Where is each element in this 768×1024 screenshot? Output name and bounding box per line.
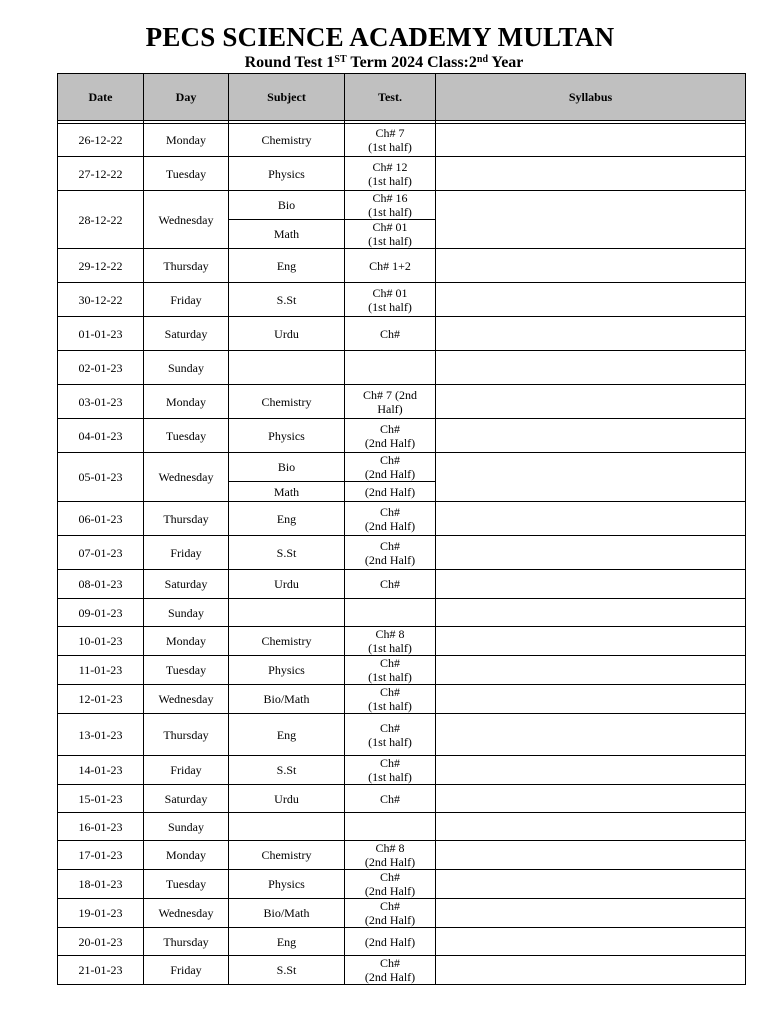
- test-line: Ch#: [379, 504, 400, 519]
- date-cell: 14-01-23: [58, 756, 144, 785]
- subject-cell: S.St: [229, 956, 345, 985]
- test-cell: [345, 502, 436, 536]
- date-cell: 13-01-23: [58, 714, 144, 756]
- syllabus-cell: [436, 124, 746, 157]
- subject-cell: Urdu: [229, 785, 345, 813]
- test-cell: [345, 419, 436, 453]
- test-line: Ch#: [379, 791, 400, 806]
- test-cell: [345, 317, 436, 351]
- test-line: Ch#: [379, 756, 400, 770]
- day-cell: Friday: [144, 956, 229, 985]
- table-row: [58, 249, 746, 283]
- test-cell: [345, 899, 436, 928]
- page-title: PECS SCIENCE ACADEMY MULTAN: [145, 22, 615, 52]
- column-header-syllabus: Syllabus: [436, 74, 746, 121]
- syllabus-cell: [436, 928, 746, 956]
- test-line: Ch#: [379, 720, 400, 735]
- date-cell: 06-01-23: [58, 502, 144, 536]
- date-cell: 04-01-23: [58, 419, 144, 453]
- subject-cell: S.St: [229, 283, 345, 317]
- date-cell: 28-12-22: [58, 191, 144, 249]
- table-row: [58, 157, 746, 191]
- test-line: (1st half): [368, 234, 412, 248]
- table-row: [58, 124, 746, 157]
- date-cell: 20-01-23: [58, 928, 144, 956]
- test-cell: [345, 570, 436, 599]
- subject-cell: S.St: [229, 536, 345, 570]
- test-cell: [345, 841, 436, 870]
- syllabus-cell: [436, 656, 746, 685]
- syllabus-cell: [436, 249, 746, 283]
- subject-cell: [229, 813, 345, 841]
- test-line: (2nd Half): [364, 467, 416, 481]
- syllabus-cell: [436, 785, 746, 813]
- column-header-subject: Subject: [229, 74, 345, 121]
- test-line: (1st half): [368, 140, 412, 154]
- table-row: [58, 502, 746, 536]
- date-cell: 27-12-22: [58, 157, 144, 191]
- table-row: [58, 785, 746, 813]
- table-row: [58, 536, 746, 570]
- date-cell: 10-01-23: [58, 627, 144, 656]
- day-cell: Thursday: [144, 502, 229, 536]
- syllabus-cell: [436, 813, 746, 841]
- test-cell: [345, 536, 436, 570]
- table-row: [58, 928, 746, 956]
- table-row: [58, 841, 746, 870]
- subject-cell: Physics: [229, 656, 345, 685]
- table-row: [58, 453, 746, 482]
- subject-cell: Eng: [229, 928, 345, 956]
- schedule-table: [57, 73, 746, 985]
- test-cell: [345, 157, 436, 191]
- test-line: Ch# 8: [375, 841, 405, 855]
- subject-cell: Chemistry: [229, 124, 345, 157]
- test-line: Ch# 1+2: [369, 258, 411, 273]
- date-cell: 08-01-23: [58, 570, 144, 599]
- page-subtitle: [0, 53, 768, 73]
- test-cell: [345, 124, 436, 157]
- syllabus-cell: [436, 191, 746, 249]
- date-cell: 01-01-23: [58, 317, 144, 351]
- table-row: [58, 627, 746, 656]
- table-row: [58, 599, 746, 627]
- subtitle-suffix: Year: [488, 54, 524, 71]
- table-row: [58, 419, 746, 453]
- test-cell: [345, 956, 436, 985]
- test-line: Half): [377, 401, 403, 416]
- column-header-day: Day: [144, 74, 229, 121]
- syllabus-cell: [436, 870, 746, 899]
- test-cell: [345, 249, 436, 283]
- table-row: [58, 756, 746, 785]
- table-row: [58, 351, 746, 385]
- day-cell: Sunday: [144, 599, 229, 627]
- column-header-test: Test.: [345, 74, 436, 121]
- syllabus-cell: [436, 627, 746, 656]
- subject-cell: Math: [229, 482, 345, 502]
- day-cell: Thursday: [144, 249, 229, 283]
- syllabus-cell: [436, 756, 746, 785]
- subject-cell: Urdu: [229, 570, 345, 599]
- date-cell: 19-01-23: [58, 899, 144, 928]
- subject-cell: Physics: [229, 870, 345, 899]
- syllabus-cell: [436, 536, 746, 570]
- subject-cell: [229, 599, 345, 627]
- syllabus-cell: [436, 419, 746, 453]
- test-line: (1st half): [368, 770, 412, 784]
- syllabus-cell: [436, 385, 746, 419]
- test-line: Ch# 8: [375, 627, 405, 641]
- syllabus-cell: [436, 599, 746, 627]
- table-row: [58, 899, 746, 928]
- date-cell: 15-01-23: [58, 785, 144, 813]
- test-line: Ch#: [379, 326, 400, 341]
- subject-cell: Chemistry: [229, 385, 345, 419]
- schedule-body: [58, 121, 746, 985]
- table-row: [58, 714, 746, 756]
- date-cell: 03-01-23: [58, 385, 144, 419]
- test-cell: [345, 870, 436, 899]
- test-cell: [345, 756, 436, 785]
- day-cell: Wednesday: [144, 899, 229, 928]
- day-cell: Friday: [144, 283, 229, 317]
- test-cell: [345, 656, 436, 685]
- test-line: Ch#: [379, 870, 400, 884]
- day-cell: Wednesday: [144, 685, 229, 714]
- subject-cell: Bio/Math: [229, 899, 345, 928]
- day-cell: Saturday: [144, 317, 229, 351]
- date-cell: 17-01-23: [58, 841, 144, 870]
- date-cell: 05-01-23: [58, 453, 144, 502]
- column-header-date: Date: [58, 74, 144, 121]
- test-cell: [345, 685, 436, 714]
- day-cell: Tuesday: [144, 419, 229, 453]
- test-line: Ch# 7: [375, 126, 405, 140]
- table-header-row: [58, 74, 746, 121]
- date-cell: 29-12-22: [58, 249, 144, 283]
- test-line: (2nd Half): [364, 518, 416, 533]
- subject-cell: Physics: [229, 419, 345, 453]
- syllabus-cell: [436, 317, 746, 351]
- subject-cell: Eng: [229, 714, 345, 756]
- subject-cell: Bio: [229, 453, 345, 482]
- test-cell: [345, 482, 436, 502]
- syllabus-cell: [436, 685, 746, 714]
- test-line: (2nd Half): [364, 884, 416, 898]
- subtitle-middle: Term 2024 Class:2: [346, 54, 477, 71]
- subtitle-prefix: Round Test 1: [244, 54, 335, 71]
- table-row: [58, 870, 746, 899]
- test-line: (2nd Half): [364, 552, 416, 567]
- date-cell: 12-01-23: [58, 685, 144, 714]
- test-line: (1st half): [368, 205, 412, 219]
- syllabus-cell: [436, 570, 746, 599]
- test-line: (2nd Half): [364, 855, 416, 869]
- test-line: Ch#: [379, 956, 400, 970]
- subject-cell: [229, 351, 345, 385]
- day-cell: Tuesday: [144, 157, 229, 191]
- day-cell: Monday: [144, 385, 229, 419]
- table-row: [58, 656, 746, 685]
- day-cell: Wednesday: [144, 453, 229, 502]
- test-cell: [345, 191, 436, 220]
- test-line: Ch#: [379, 538, 400, 553]
- test-cell: [345, 785, 436, 813]
- day-cell: Friday: [144, 756, 229, 785]
- test-line: (2nd Half): [364, 970, 416, 984]
- test-line: (1st half): [368, 173, 412, 188]
- table-row: [58, 317, 746, 351]
- test-cell: [345, 283, 436, 317]
- date-cell: 02-01-23: [58, 351, 144, 385]
- test-line: (2nd Half): [364, 435, 416, 450]
- day-cell: Monday: [144, 124, 229, 157]
- day-cell: Sunday: [144, 813, 229, 841]
- date-cell: 09-01-23: [58, 599, 144, 627]
- test-cell: [345, 453, 436, 482]
- day-cell: Monday: [144, 627, 229, 656]
- day-cell: Thursday: [144, 714, 229, 756]
- test-line: (1st half): [368, 670, 412, 684]
- day-cell: Friday: [144, 536, 229, 570]
- subject-cell: Math: [229, 220, 345, 249]
- day-cell: Sunday: [144, 351, 229, 385]
- table-row: [58, 813, 746, 841]
- test-line: (1st half): [368, 641, 412, 655]
- syllabus-cell: [436, 502, 746, 536]
- subject-cell: Bio: [229, 191, 345, 220]
- table-row: [58, 956, 746, 985]
- subtitle-superscript: ST: [334, 54, 347, 65]
- test-cell: [345, 385, 436, 419]
- test-cell: [345, 351, 436, 385]
- syllabus-cell: [436, 283, 746, 317]
- day-cell: Wednesday: [144, 191, 229, 249]
- syllabus-cell: [436, 899, 746, 928]
- subject-cell: Bio/Math: [229, 685, 345, 714]
- test-cell: [345, 599, 436, 627]
- test-line: Ch#: [379, 577, 400, 591]
- table-row: [58, 385, 746, 419]
- subject-cell: Chemistry: [229, 627, 345, 656]
- date-cell: 30-12-22: [58, 283, 144, 317]
- subtitle-superscript-2: nd: [476, 54, 489, 65]
- day-cell: Monday: [144, 841, 229, 870]
- subject-cell: S.St: [229, 756, 345, 785]
- test-line: Ch#: [379, 685, 400, 699]
- test-line: Ch# 12: [372, 159, 408, 174]
- test-line: (2nd Half): [364, 484, 416, 499]
- test-line: (2nd Half): [364, 934, 416, 949]
- subject-cell: Urdu: [229, 317, 345, 351]
- date-cell: 11-01-23: [58, 656, 144, 685]
- day-cell: Tuesday: [144, 870, 229, 899]
- subject-cell: Physics: [229, 157, 345, 191]
- test-line: Ch#: [379, 899, 400, 913]
- test-line: Ch# 16: [372, 191, 408, 205]
- test-line: Ch#: [379, 656, 400, 670]
- table-row: [58, 685, 746, 714]
- test-cell: [345, 714, 436, 756]
- test-line: (1st half): [368, 299, 412, 314]
- syllabus-cell: [436, 956, 746, 985]
- day-cell: Saturday: [144, 785, 229, 813]
- test-cell: [345, 813, 436, 841]
- test-line: Ch# 01: [372, 285, 408, 300]
- test-line: (2nd Half): [364, 913, 416, 927]
- table-row: [58, 283, 746, 317]
- table-row: [58, 570, 746, 599]
- date-cell: 16-01-23: [58, 813, 144, 841]
- syllabus-cell: [436, 157, 746, 191]
- test-line: (1st half): [368, 734, 412, 749]
- syllabus-cell: [436, 841, 746, 870]
- subject-cell: Eng: [229, 249, 345, 283]
- subject-cell: Chemistry: [229, 841, 345, 870]
- syllabus-cell: [436, 351, 746, 385]
- syllabus-cell: [436, 453, 746, 502]
- test-cell: [345, 928, 436, 956]
- date-cell: 18-01-23: [58, 870, 144, 899]
- syllabus-cell: [436, 714, 746, 756]
- test-cell: [345, 220, 436, 249]
- date-cell: 21-01-23: [58, 956, 144, 985]
- test-cell: [345, 627, 436, 656]
- test-line: Ch# 01: [372, 220, 408, 234]
- date-cell: 26-12-22: [58, 124, 144, 157]
- day-cell: Saturday: [144, 570, 229, 599]
- test-line: (1st half): [368, 699, 412, 713]
- test-line: Ch#: [379, 453, 400, 467]
- day-cell: Tuesday: [144, 656, 229, 685]
- table-row: [58, 191, 746, 220]
- test-line: Ch# 7 (2nd: [363, 387, 417, 402]
- day-cell: Thursday: [144, 928, 229, 956]
- date-cell: 07-01-23: [58, 536, 144, 570]
- subject-cell: Eng: [229, 502, 345, 536]
- test-line: Ch#: [379, 421, 400, 436]
